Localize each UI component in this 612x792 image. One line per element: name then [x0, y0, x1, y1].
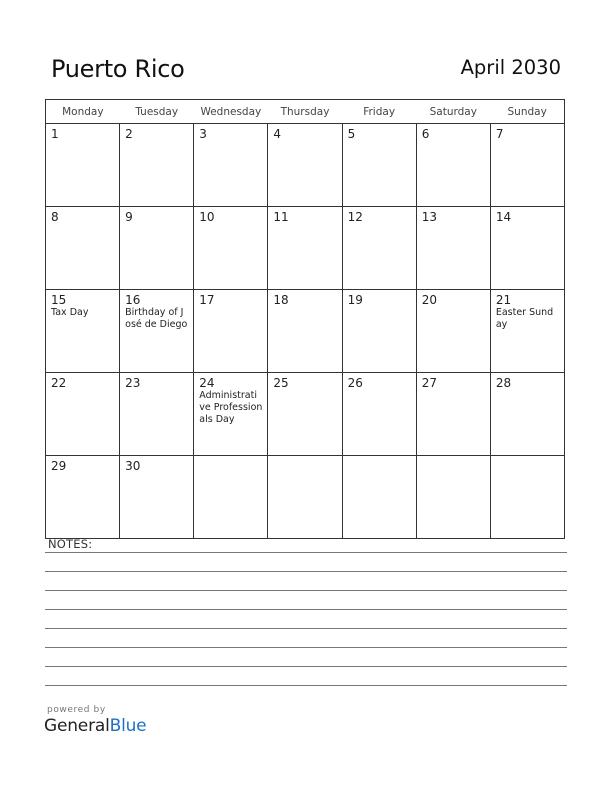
calendar-day-cell: [416, 290, 490, 373]
calendar-week-row: [46, 290, 565, 373]
calendar-week-row: [46, 373, 565, 456]
day-number: 27: [421, 376, 437, 390]
calendar-day-cell: [194, 456, 268, 539]
day-number: 19: [347, 293, 363, 307]
calendar-day-cell: [194, 124, 268, 207]
calendar-day-cell: [46, 207, 120, 290]
weekday-header: Sunday: [490, 100, 564, 124]
calendar-day-cell: [120, 124, 194, 207]
day-number: 26: [347, 376, 363, 390]
day-number: 15: [51, 293, 67, 307]
notes-line: [45, 685, 567, 686]
day-number: 24: [199, 376, 215, 390]
calendar-day-cell: [416, 456, 490, 539]
weekday-header: Tuesday: [120, 100, 194, 124]
day-number: 17: [199, 293, 215, 307]
weekday-header: Wednesday: [194, 100, 268, 124]
calendar-day-cell: [342, 124, 416, 207]
day-number: 2: [125, 127, 133, 141]
calendar-grid: [45, 99, 565, 539]
logo-blue-text: Blue: [109, 716, 147, 736]
powered-by-text: powered by: [47, 705, 106, 715]
calendar-day-cell: [268, 290, 342, 373]
notes-line: [45, 590, 567, 591]
day-number: 8: [51, 210, 59, 224]
day-number: 23: [125, 376, 141, 390]
day-number: 3: [199, 127, 207, 141]
generalblue-logo: [44, 716, 146, 736]
calendar-day-cell: [342, 456, 416, 539]
calendar-day-cell: [120, 373, 194, 456]
calendar-week-row: [46, 456, 565, 539]
notes-line: [45, 628, 567, 629]
calendar-day-cell: [46, 456, 120, 539]
calendar-week-row: [46, 124, 565, 207]
day-number: 25: [273, 376, 289, 390]
calendar-day-cell: [416, 373, 490, 456]
holiday-label: Administrative Professionals Day: [199, 390, 263, 425]
calendar-day-cell: [490, 456, 564, 539]
holiday-label: Easter Sunday: [495, 307, 554, 330]
day-number: 28: [495, 376, 512, 390]
calendar-day-cell: [46, 290, 120, 373]
calendar-day-cell: [416, 207, 490, 290]
calendar-day-cell: [194, 373, 268, 456]
notes-line: [45, 571, 567, 572]
calendar-day-cell: [194, 207, 268, 290]
notes-line: [45, 647, 567, 648]
notes-line: [45, 552, 567, 553]
day-number: 22: [51, 376, 67, 390]
day-number: 11: [273, 210, 289, 224]
day-number: 9: [125, 210, 133, 224]
day-number: 4: [273, 127, 282, 141]
calendar-day-cell: [268, 456, 342, 539]
calendar-day-cell: [342, 373, 416, 456]
calendar-month-year: April 2030: [460, 56, 561, 79]
day-number: 29: [51, 459, 67, 473]
day-number: 13: [421, 210, 437, 224]
weekday-header: Thursday: [268, 100, 342, 124]
holiday-label: Tax Day: [51, 307, 89, 318]
calendar-day-cell: [194, 290, 268, 373]
calendar-week-row: [46, 207, 565, 290]
holiday-label: Birthday of José de Diego: [125, 307, 188, 330]
calendar-day-cell: [490, 207, 564, 290]
calendar-day-cell: [120, 456, 194, 539]
calendar-day-cell: [268, 124, 342, 207]
logo-general-text: General: [44, 716, 110, 736]
day-number: 5: [347, 127, 356, 141]
day-number: 20: [421, 293, 437, 307]
notes-line: [45, 609, 567, 610]
calendar-day-cell: [416, 124, 490, 207]
calendar-day-cell: [268, 373, 342, 456]
calendar-day-cell: [120, 207, 194, 290]
day-number: 10: [199, 210, 215, 224]
notes-line: [45, 666, 567, 667]
day-number: 16: [125, 293, 141, 307]
calendar-day-cell: [268, 207, 342, 290]
calendar-day-cell: [490, 124, 564, 207]
weekday-header: Saturday: [416, 100, 490, 124]
weekday-header: Monday: [46, 100, 120, 124]
day-number: 30: [125, 459, 141, 473]
calendar-day-cell: [120, 290, 194, 373]
day-number: 14: [495, 210, 512, 224]
day-number: 1: [51, 127, 59, 141]
day-number: 7: [495, 127, 504, 141]
day-number: 18: [273, 293, 289, 307]
weekday-header: Friday: [342, 100, 416, 124]
day-number: 21: [495, 293, 512, 307]
calendar-country-title: Puerto Rico: [51, 55, 185, 83]
calendar-day-cell: [342, 207, 416, 290]
calendar-day-cell: [46, 373, 120, 456]
calendar-day-cell: [342, 290, 416, 373]
day-number: 12: [347, 210, 363, 224]
calendar-day-cell: [490, 290, 564, 373]
weekday-header-row: [46, 100, 565, 124]
day-number: 6: [421, 127, 430, 141]
calendar-day-cell: [490, 373, 564, 456]
calendar-day-cell: [46, 124, 120, 207]
notes-label: NOTES:: [48, 537, 93, 551]
